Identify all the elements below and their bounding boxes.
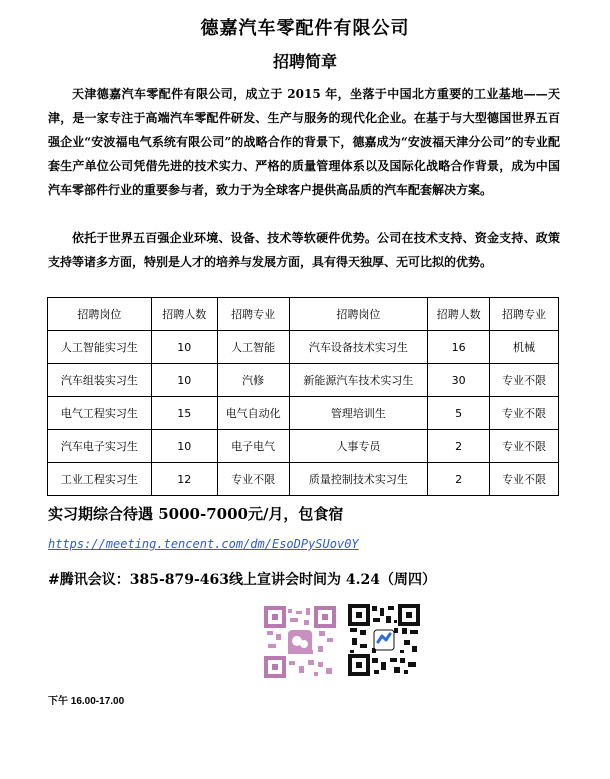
table-cell: 16	[428, 331, 490, 364]
table-cell: 机械	[490, 331, 559, 364]
table-cell: 2	[428, 430, 490, 463]
table-cell: 专业不限	[490, 463, 559, 496]
table-cell: 人工智能	[217, 331, 289, 364]
table-cell: 人工智能实习生	[48, 331, 152, 364]
table-cell: 专业不限	[490, 397, 559, 430]
advantage-paragraph: 依托于世界五百强企业环境、设备、技术等软硬件优势。公司在技术支持、资金支持、政策支持等诸多方面，特别是人才的培养与发展方面，具有得天独厚、无可比拟的优势。	[48, 231, 560, 269]
table-cell: 汽车电子实习生	[48, 430, 152, 463]
table-cell: 电气工程实习生	[48, 397, 152, 430]
table-cell: 专业不限	[217, 463, 289, 496]
salary-text: 实习期综合待遇 5000-7000元/月，包食宿	[48, 505, 344, 523]
header-cell: 招聘专业	[217, 298, 289, 331]
table-cell: 15	[151, 397, 217, 430]
table-row	[48, 364, 559, 397]
table-cell: 2	[428, 463, 490, 496]
table-row	[48, 397, 559, 430]
tencent-meeting-qr-code	[348, 604, 420, 676]
table-cell: 新能源汽车技术实习生	[289, 364, 428, 397]
table-cell: 汽车组装实习生	[48, 364, 152, 397]
table-cell: 工业工程实习生	[48, 463, 152, 496]
table-cell: 电气自动化	[217, 397, 289, 430]
table-cell: 汽修	[217, 364, 289, 397]
recruitment-table	[47, 297, 559, 496]
document-subtitle: 招聘简章	[272, 52, 337, 71]
table-header-row	[48, 298, 559, 331]
intro-paragraph: 天津德嘉汽车零配件有限公司，成立于 2015 年，坐落于中国北方重要的工业基地——天津，是一家专注于高端汽车零配件研发、生产与服务的现代化企业。在基于与大型德国世界五百强企业“安波福电气系统有限公司”的战略合作的背景下，德嘉成为“安波福天津分公司”的专业配套生产单位公司凭借先进的技术实力、严格的质量管理体系以及国际化战略合作背景，成为中国汽车零部件行业的重要参与者，致力于为全球客户提供高品质的汽车配套解决方案。	[48, 87, 560, 197]
table-cell: 专业不限	[490, 430, 559, 463]
company-title: 德嘉汽车零配件有限公司	[200, 18, 410, 39]
table-row	[48, 463, 559, 496]
header-cell: 招聘岗位	[48, 298, 152, 331]
table-cell: 人事专员	[289, 430, 428, 463]
table-cell: 专业不限	[490, 364, 559, 397]
session-time: 下午 16.00-17.00	[48, 696, 125, 707]
header-cell: 招聘人数	[428, 298, 490, 331]
meeting-link[interactable]: https://meeting.tencent.com/dm/EsoDPySUov0Y	[48, 537, 359, 551]
table-cell: 电子电气	[217, 430, 289, 463]
table-cell: 汽车设备技术实习生	[289, 331, 428, 364]
table-cell: 10	[151, 331, 217, 364]
table-cell: 管理培训生	[289, 397, 428, 430]
header-cell: 招聘专业	[490, 298, 559, 331]
table-cell: 5	[428, 397, 490, 430]
wechat-qr-code	[264, 606, 336, 678]
table-cell: 质量控制技术实习生	[289, 463, 428, 496]
table-cell: 10	[151, 364, 217, 397]
table-row	[48, 331, 559, 364]
table-cell: 12	[151, 463, 217, 496]
header-cell: 招聘人数	[151, 298, 217, 331]
table-row	[48, 430, 559, 463]
header-cell: 招聘岗位	[289, 298, 428, 331]
table-cell: 30	[428, 364, 490, 397]
table-cell: 10	[151, 430, 217, 463]
tencent-meeting-info: #腾讯会议：385-879-463线上宣讲会时间为 4.24（周四）	[48, 572, 436, 588]
